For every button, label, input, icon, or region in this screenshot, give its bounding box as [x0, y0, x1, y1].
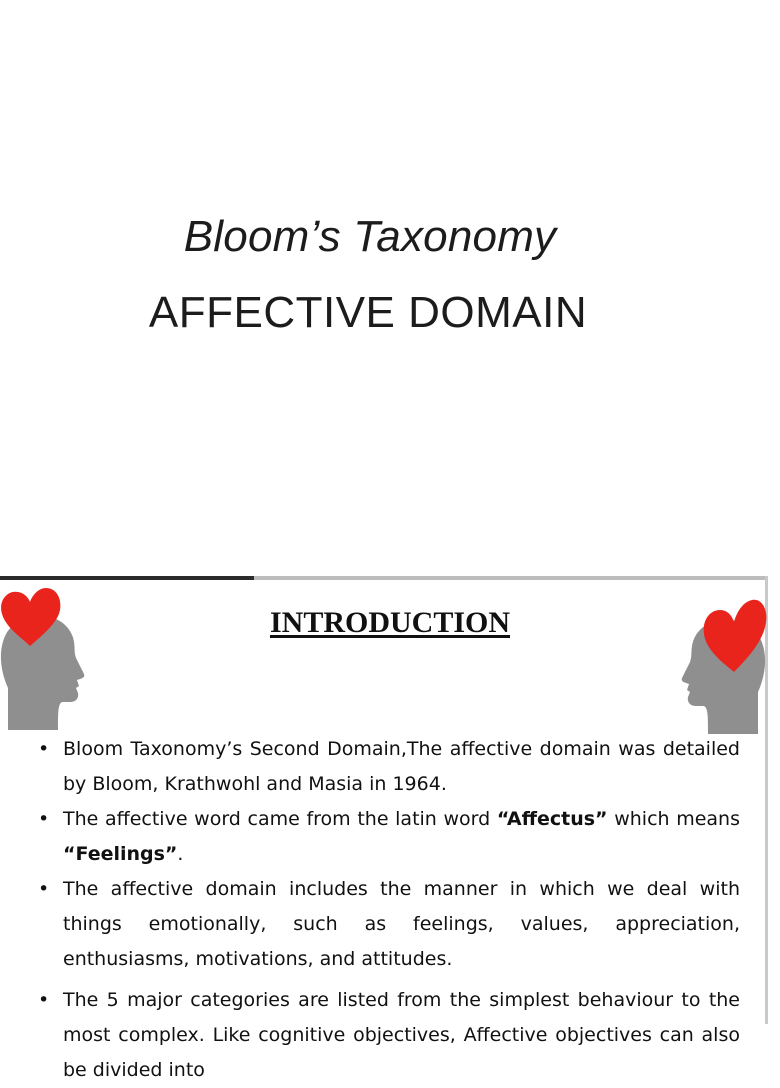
bullet-icon: •: [38, 738, 50, 760]
bullet-text: Bloom Taxonomy’s Second Domain,The affective domain was detailed by Bloom, Krathwohl and Masia in 1964.: [63, 738, 740, 795]
bold-term-affectus: “Affectus”: [496, 808, 608, 830]
introduction-slide: [0, 576, 768, 1081]
bullet-text: The 5 major categories are listed from the simplest behaviour to the most complex. Like cognitive objectives, Affective objectives can also be divided into: [63, 989, 740, 1081]
list-item: [36, 983, 740, 1088]
bullet-list: [36, 732, 740, 1088]
slide-top-border-light: [254, 576, 768, 580]
bullet-icon: •: [38, 989, 50, 1011]
list-item: [36, 802, 740, 872]
bullet-icon: •: [38, 808, 50, 830]
slide-title: Bloom’s Taxonomy: [183, 212, 557, 261]
bullet-text-after: .: [177, 843, 184, 865]
bold-term-feelings: “Feelings”: [63, 843, 178, 865]
bullet-text-middle: which means: [607, 808, 740, 830]
introduction-heading: INTRODUCTION: [269, 606, 511, 639]
heart-head-icon: [0, 580, 86, 732]
list-item: [36, 732, 740, 802]
bullet-text: The affective domain includes the manner in which we deal with things emotionally, such as feelings, values, appreciation, enthusiasms, motivations, and attitudes.: [63, 878, 740, 970]
list-item: [36, 872, 740, 977]
slide-subtitle: AFFECTIVE DOMAIN: [148, 288, 588, 337]
bullet-icon: •: [38, 878, 50, 900]
bullet-text-before: The affective word came from the latin word: [63, 808, 497, 830]
